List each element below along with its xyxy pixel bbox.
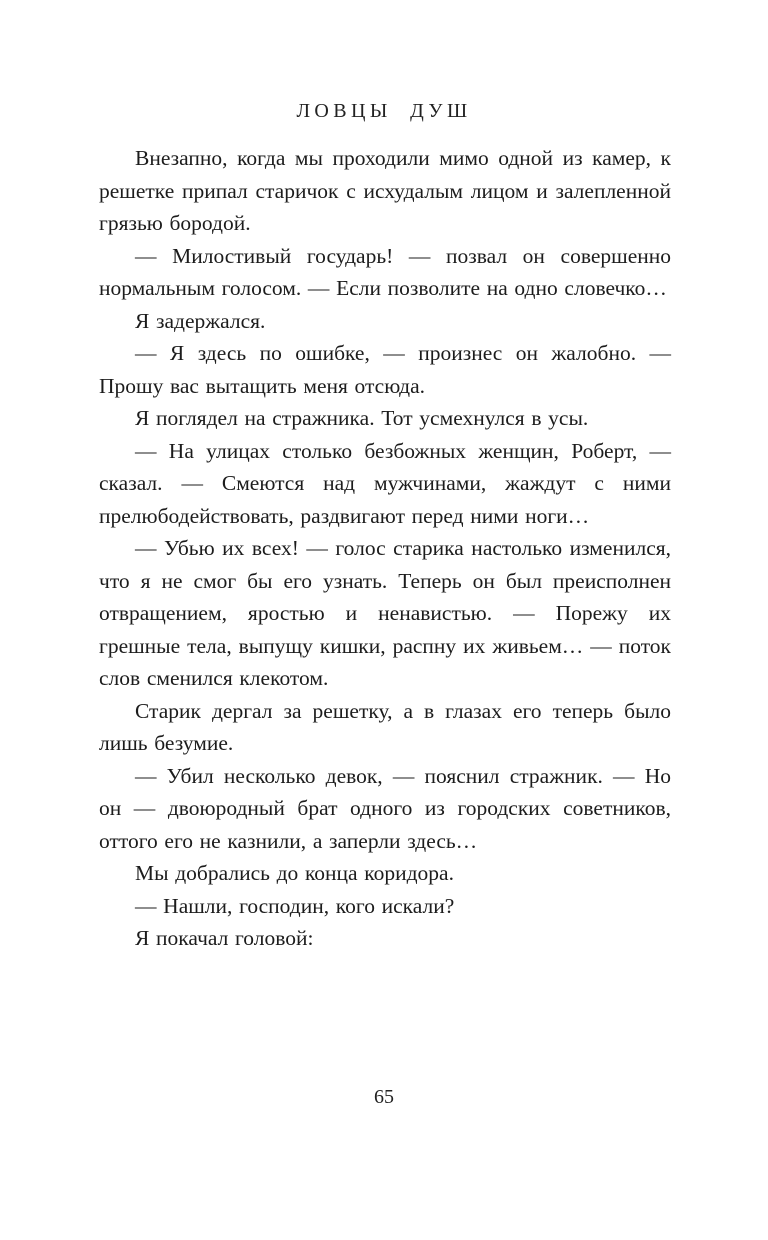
paragraph: Я поглядел на стражника. Тот усмехнулся в усы. xyxy=(135,406,589,430)
body-text xyxy=(99,142,671,955)
paragraph: — Убью их всех! — голос старика настолько изменился, что я не смог бы его узнать. Теперь он был преисполнен отвращением, яростью и ненавистью. — Порежу их грешные тела, выпущу кишки, распну их живьем… — поток слов сменился клекотом. xyxy=(99,536,671,690)
paragraph: — Милостивый государь! — позвал он совершенно нормальным голосом. — Если позволите на одно словечко… xyxy=(99,243,671,300)
paragraph: — Убил несколько девок, — пояснил стражник. — Но он — двоюродный брат одного из городских советников, оттого его не казнили, а заперли здесь… xyxy=(99,763,671,853)
paragraph: — На улицах столько безбожных женщин, Роберт, — сказал. — Смеются над мужчинами, жаждут с ними прелюбодействовать, раздвигают перед ними ноги… xyxy=(99,438,671,528)
page-number: 65 xyxy=(374,1086,394,1108)
paragraph: Я покачал головой: xyxy=(135,926,314,950)
paragraph: — Я здесь по ошибке, — произнес он жалобно. — Прошу вас вытащить меня отсюда. xyxy=(99,341,671,398)
paragraph: Мы добрались до конца коридора. xyxy=(135,861,454,885)
paragraph: Я задержался. xyxy=(135,308,266,333)
running-head: ЛОВЦЫ ДУШ xyxy=(296,100,472,122)
paragraph: Старик дергал за решетку, а в глазах его теперь было лишь безумие. xyxy=(99,698,671,755)
paragraph: Внезапно, когда мы проходили мимо одной из камер, к решетке припал старичок с исхудалым лицом и залепленной грязью бородой. xyxy=(99,146,671,235)
paragraph: — Нашли, господин, кого искали? xyxy=(135,893,455,918)
